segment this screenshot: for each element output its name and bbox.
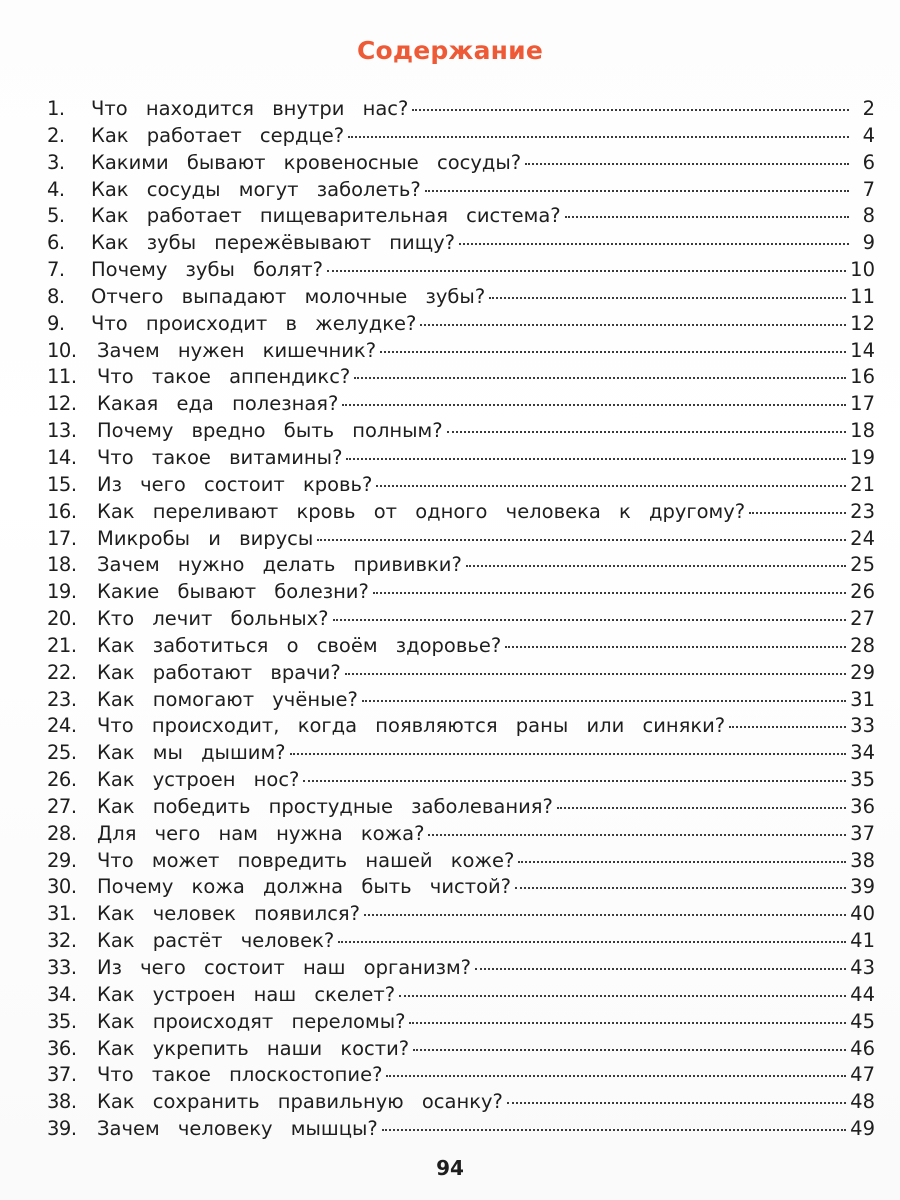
toc-entry-number: 33. (47, 956, 77, 979)
toc-entry[interactable] (47, 848, 875, 875)
toc-entry-title: Что происходит в желудке? (91, 311, 417, 335)
toc-entry-title: Почему кожа должна быть чистой? (97, 875, 512, 899)
toc-entry-number: 21. (47, 633, 77, 657)
toc-entry-number: 7. (47, 258, 65, 282)
toc-entry-leader (565, 216, 849, 218)
toc-entry-number: 27. (47, 794, 77, 818)
toc-entry-page: 17 (850, 392, 875, 416)
toc-entry-leader (428, 834, 846, 836)
toc-entry-title: Как происходят переломы? (97, 1009, 406, 1033)
toc-entry-title: Как работают врачи? (97, 660, 341, 684)
toc-entry-number: 29. (47, 848, 77, 872)
toc-entry-number: 5. (47, 204, 65, 228)
toc-entry-leader (399, 995, 846, 997)
toc-entry-number: 9. (47, 311, 65, 335)
toc-entry-page: 43 (850, 956, 875, 979)
toc-entry-leader (342, 404, 846, 406)
toc-entry-leader (447, 431, 847, 433)
toc-entry[interactable] (47, 579, 875, 606)
toc-entry-leader (507, 1102, 846, 1104)
toc-entry-title: Что может повредить нашей коже? (97, 848, 515, 872)
toc-entry-page: 7 (862, 177, 875, 201)
toc-entry-number: 28. (47, 821, 77, 845)
toc-entry[interactable] (47, 96, 875, 123)
toc-entry-leader (373, 592, 846, 594)
toc-entry-leader (749, 512, 846, 514)
toc-entry-leader (364, 914, 846, 916)
toc-entry[interactable] (47, 418, 875, 445)
toc-entry-page: 41 (850, 929, 875, 953)
toc-entry-page: 49 (850, 1117, 875, 1141)
toc-entry-page: 47 (850, 1063, 875, 1087)
toc-entry[interactable] (47, 713, 875, 740)
toc-entry[interactable] (47, 552, 875, 579)
toc-entry-number: 8. (47, 284, 65, 308)
toc-entry-page: 39 (850, 875, 875, 899)
toc-entry-title: Из чего состоит наш организм? (97, 956, 472, 979)
toc-entry-leader (505, 646, 846, 648)
toc-entry-page: 36 (850, 794, 875, 818)
toc-entry-title: Зачем нужно делать прививки? (97, 553, 462, 577)
toc-entry-page: 11 (850, 284, 875, 308)
toc-entry-title: Как победить простудные заболевания? (97, 794, 553, 818)
toc-entry-leader (345, 673, 846, 675)
toc-entry-page: 34 (850, 741, 875, 765)
toc-entry-number: 11. (47, 365, 77, 389)
toc-entry[interactable] (47, 1009, 875, 1036)
toc-entry-leader (376, 485, 846, 487)
toc-entry-number: 22. (47, 660, 77, 684)
toc-entry[interactable] (47, 364, 875, 391)
toc-entry-number: 35. (47, 1009, 77, 1033)
toc-entry-leader (290, 753, 847, 755)
toc-entry[interactable] (47, 230, 875, 257)
toc-entry-title: Кто лечит больных? (97, 607, 329, 631)
toc-entry-title: Микробы и вирусы (97, 526, 314, 550)
toc-entry-title: Для чего нам нужна кожа? (97, 821, 425, 845)
toc-entry-title: Как работает пищеварительная система? (91, 204, 561, 228)
toc-entry-leader (412, 109, 849, 111)
toc-entry[interactable] (47, 257, 875, 284)
toc-entry[interactable] (47, 740, 875, 767)
toc-entry-page: 27 (850, 607, 875, 631)
toc-entry-number: 32. (47, 929, 77, 953)
toc-entry-title: Из чего состоит кровь? (97, 472, 373, 496)
toc-entry-number: 15. (47, 472, 77, 496)
toc-entry-number: 24. (47, 714, 77, 738)
toc-entry-page: 12 (850, 311, 875, 335)
toc-entry[interactable] (47, 311, 875, 338)
toc-entry[interactable] (47, 472, 875, 499)
toc-entry-leader (557, 807, 846, 809)
toc-entry[interactable] (47, 874, 875, 901)
toc-entry-page: 31 (850, 687, 875, 711)
toc-entry-number: 16. (47, 499, 77, 523)
toc-entry-number: 6. (47, 231, 65, 255)
toc-entry-leader (466, 565, 846, 567)
toc-entry-page: 21 (850, 472, 875, 496)
toc-entry-page: 4 (862, 123, 875, 147)
toc-entry-number: 31. (47, 902, 77, 926)
toc-entry-page: 40 (850, 902, 875, 926)
toc-entry-leader (425, 190, 849, 192)
toc-entry-page: 16 (850, 365, 875, 389)
toc-entry-page: 44 (850, 982, 875, 1006)
page-title: Содержание (356, 36, 544, 65)
toc-entry-title: Как устроен наш скелет? (97, 982, 396, 1006)
toc-entry[interactable] (47, 955, 875, 982)
toc-entry-title: Что происходит, когда появляются раны или синяки? (97, 714, 726, 738)
toc-entry[interactable] (47, 767, 875, 794)
toc-entry[interactable] (47, 794, 875, 821)
toc-entry[interactable] (47, 177, 875, 204)
toc-entry-page: 2 (862, 97, 875, 120)
toc-entry-number: 38. (47, 1090, 77, 1114)
toc-entry[interactable] (47, 338, 875, 365)
toc-entry-title: Как укрепить наши кости? (97, 1036, 410, 1060)
toc-entry-number: 14. (47, 445, 77, 469)
toc-entry-title: Как человек появился? (97, 902, 360, 926)
toc-entry-page: 14 (850, 338, 875, 362)
toc-entry-number: 30. (47, 875, 77, 899)
toc-entry-title: Почему зубы болят? (91, 258, 323, 282)
toc-entry-title: Как сосуды могут заболеть? (91, 177, 421, 201)
toc-entry-page: 26 (850, 580, 875, 604)
toc-entry-page: 18 (850, 419, 875, 443)
toc-entry-leader (380, 351, 846, 353)
toc-entry-page: 6 (862, 150, 875, 174)
toc-entry-leader (354, 377, 846, 379)
toc-entry-page: 35 (850, 768, 875, 792)
toc-entry-leader (327, 270, 846, 272)
toc-entry-page: 29 (850, 660, 875, 684)
toc-entry-page: 46 (850, 1036, 875, 1060)
toc-entry-leader (409, 1022, 846, 1024)
toc-entry-leader (333, 619, 847, 621)
toc-entry[interactable] (47, 633, 875, 660)
toc-entry-page: 23 (850, 499, 875, 523)
toc-entry-page: 10 (850, 258, 875, 282)
toc-entry-page: 33 (850, 714, 875, 738)
toc-entry[interactable] (47, 284, 875, 311)
toc-entry-leader (413, 1049, 846, 1051)
toc-entry-leader (317, 539, 846, 541)
toc-entry[interactable] (47, 901, 875, 928)
toc-entry-leader (382, 1129, 846, 1131)
toc-entry-title: Что такое витамины? (97, 445, 343, 469)
toc-entry-title: Как растёт человек? (97, 929, 335, 953)
toc-entry-leader (459, 243, 849, 245)
toc-entry-number: 18. (47, 553, 77, 577)
toc-entry-number: 20. (47, 607, 77, 631)
toc-entry-leader (525, 163, 849, 165)
toc-entry-number: 36. (47, 1036, 77, 1060)
toc-entry-title: Как зубы пережёвывают пищу? (91, 231, 455, 255)
toc-entry-page: 24 (850, 526, 875, 550)
toc-entry[interactable] (47, 150, 875, 177)
toc-entry-leader (362, 700, 846, 702)
toc-entry-leader (475, 968, 846, 970)
toc-entry-number: 13. (47, 419, 77, 443)
toc-entry-leader (386, 1075, 846, 1077)
toc-entry-number: 17. (47, 526, 77, 550)
toc-entry[interactable] (47, 499, 875, 526)
toc-entry-page: 45 (850, 1009, 875, 1033)
toc-entry-page: 9 (862, 231, 875, 255)
toc-entry-number: 3. (47, 150, 65, 174)
toc-entry[interactable] (47, 606, 875, 633)
toc-entry[interactable] (47, 1116, 875, 1143)
toc-entry[interactable] (47, 687, 875, 714)
toc-entry-title: Как переливают кровь от одного человека к другому? (97, 499, 746, 523)
toc-entry-title: Какие бывают болезни? (97, 580, 369, 604)
toc-entry-leader (515, 887, 846, 889)
toc-entry-title: Как мы дышим? (97, 741, 286, 765)
toc-entry-number: 19. (47, 580, 77, 604)
toc-entry-title: Зачем нужен кишечник? (97, 338, 377, 362)
table-of-contents (47, 96, 875, 1143)
toc-entry-title: Почему вредно быть полным? (97, 419, 443, 443)
toc-entry-leader (420, 324, 846, 326)
toc-entry-page: 38 (850, 848, 875, 872)
toc-entry-title: Как заботиться о своём здоровье? (97, 633, 502, 657)
toc-entry-leader (348, 136, 849, 138)
toc-entry-number: 26. (47, 768, 77, 792)
toc-entry-title: Что находится внутри нас? (91, 97, 409, 120)
toc-entry-title: Как работает сердце? (91, 123, 345, 147)
toc-entry-number: 23. (47, 687, 77, 711)
toc-entry-number: 2. (47, 123, 65, 147)
toc-entry-leader (338, 941, 846, 943)
toc-entry-number: 1. (47, 97, 65, 120)
toc-entry[interactable] (47, 982, 875, 1009)
toc-entry-number: 39. (47, 1117, 77, 1141)
toc-entry[interactable] (47, 1089, 875, 1116)
toc-entry-page: 28 (850, 633, 875, 657)
toc-entry-page: 25 (850, 553, 875, 577)
toc-entry-title: Какая еда полезная? (97, 392, 339, 416)
toc-entry-number: 37. (47, 1063, 77, 1087)
toc-entry-number: 12. (47, 392, 77, 416)
toc-entry-title: Как устроен нос? (97, 768, 300, 792)
toc-entry[interactable] (47, 123, 875, 150)
toc-entry[interactable] (47, 203, 875, 230)
toc-entry-leader (303, 780, 846, 782)
toc-entry-page: 8 (862, 204, 875, 228)
toc-entry-title: Какими бывают кровеносные сосуды? (91, 150, 522, 174)
toc-entry-title: Отчего выпадают молочные зубы? (91, 284, 486, 308)
toc-entry[interactable] (47, 1062, 875, 1089)
toc-entry-title: Что такое плоскостопие? (97, 1063, 383, 1087)
toc-entry-page: 48 (850, 1090, 875, 1114)
toc-entry-title: Что такое аппендикс? (97, 365, 351, 389)
toc-entry-number: 10. (47, 338, 77, 362)
toc-entry-leader (518, 861, 846, 863)
toc-entry[interactable] (47, 445, 875, 472)
toc-entry-leader (346, 458, 846, 460)
toc-entry-title: Зачем человеку мышцы? (97, 1117, 378, 1141)
toc-entry-leader (729, 726, 846, 728)
toc-entry-page: 19 (850, 445, 875, 469)
toc-entry-number: 4. (47, 177, 65, 201)
toc-entry[interactable] (47, 821, 875, 848)
toc-entry-page: 37 (850, 821, 875, 845)
toc-entry-title: Как помогают учёные? (97, 687, 358, 711)
toc-entry[interactable] (47, 928, 875, 955)
toc-entry-number: 34. (47, 982, 77, 1006)
toc-entry[interactable] (47, 1036, 875, 1063)
page-number: 94 (436, 1156, 464, 1180)
toc-entry[interactable] (47, 526, 875, 553)
toc-entry-leader (489, 297, 846, 299)
toc-entry[interactable] (47, 391, 875, 418)
toc-entry-number: 25. (47, 741, 77, 765)
toc-entry-title: Как сохранить правильную осанку? (97, 1090, 503, 1114)
toc-entry[interactable] (47, 660, 875, 687)
